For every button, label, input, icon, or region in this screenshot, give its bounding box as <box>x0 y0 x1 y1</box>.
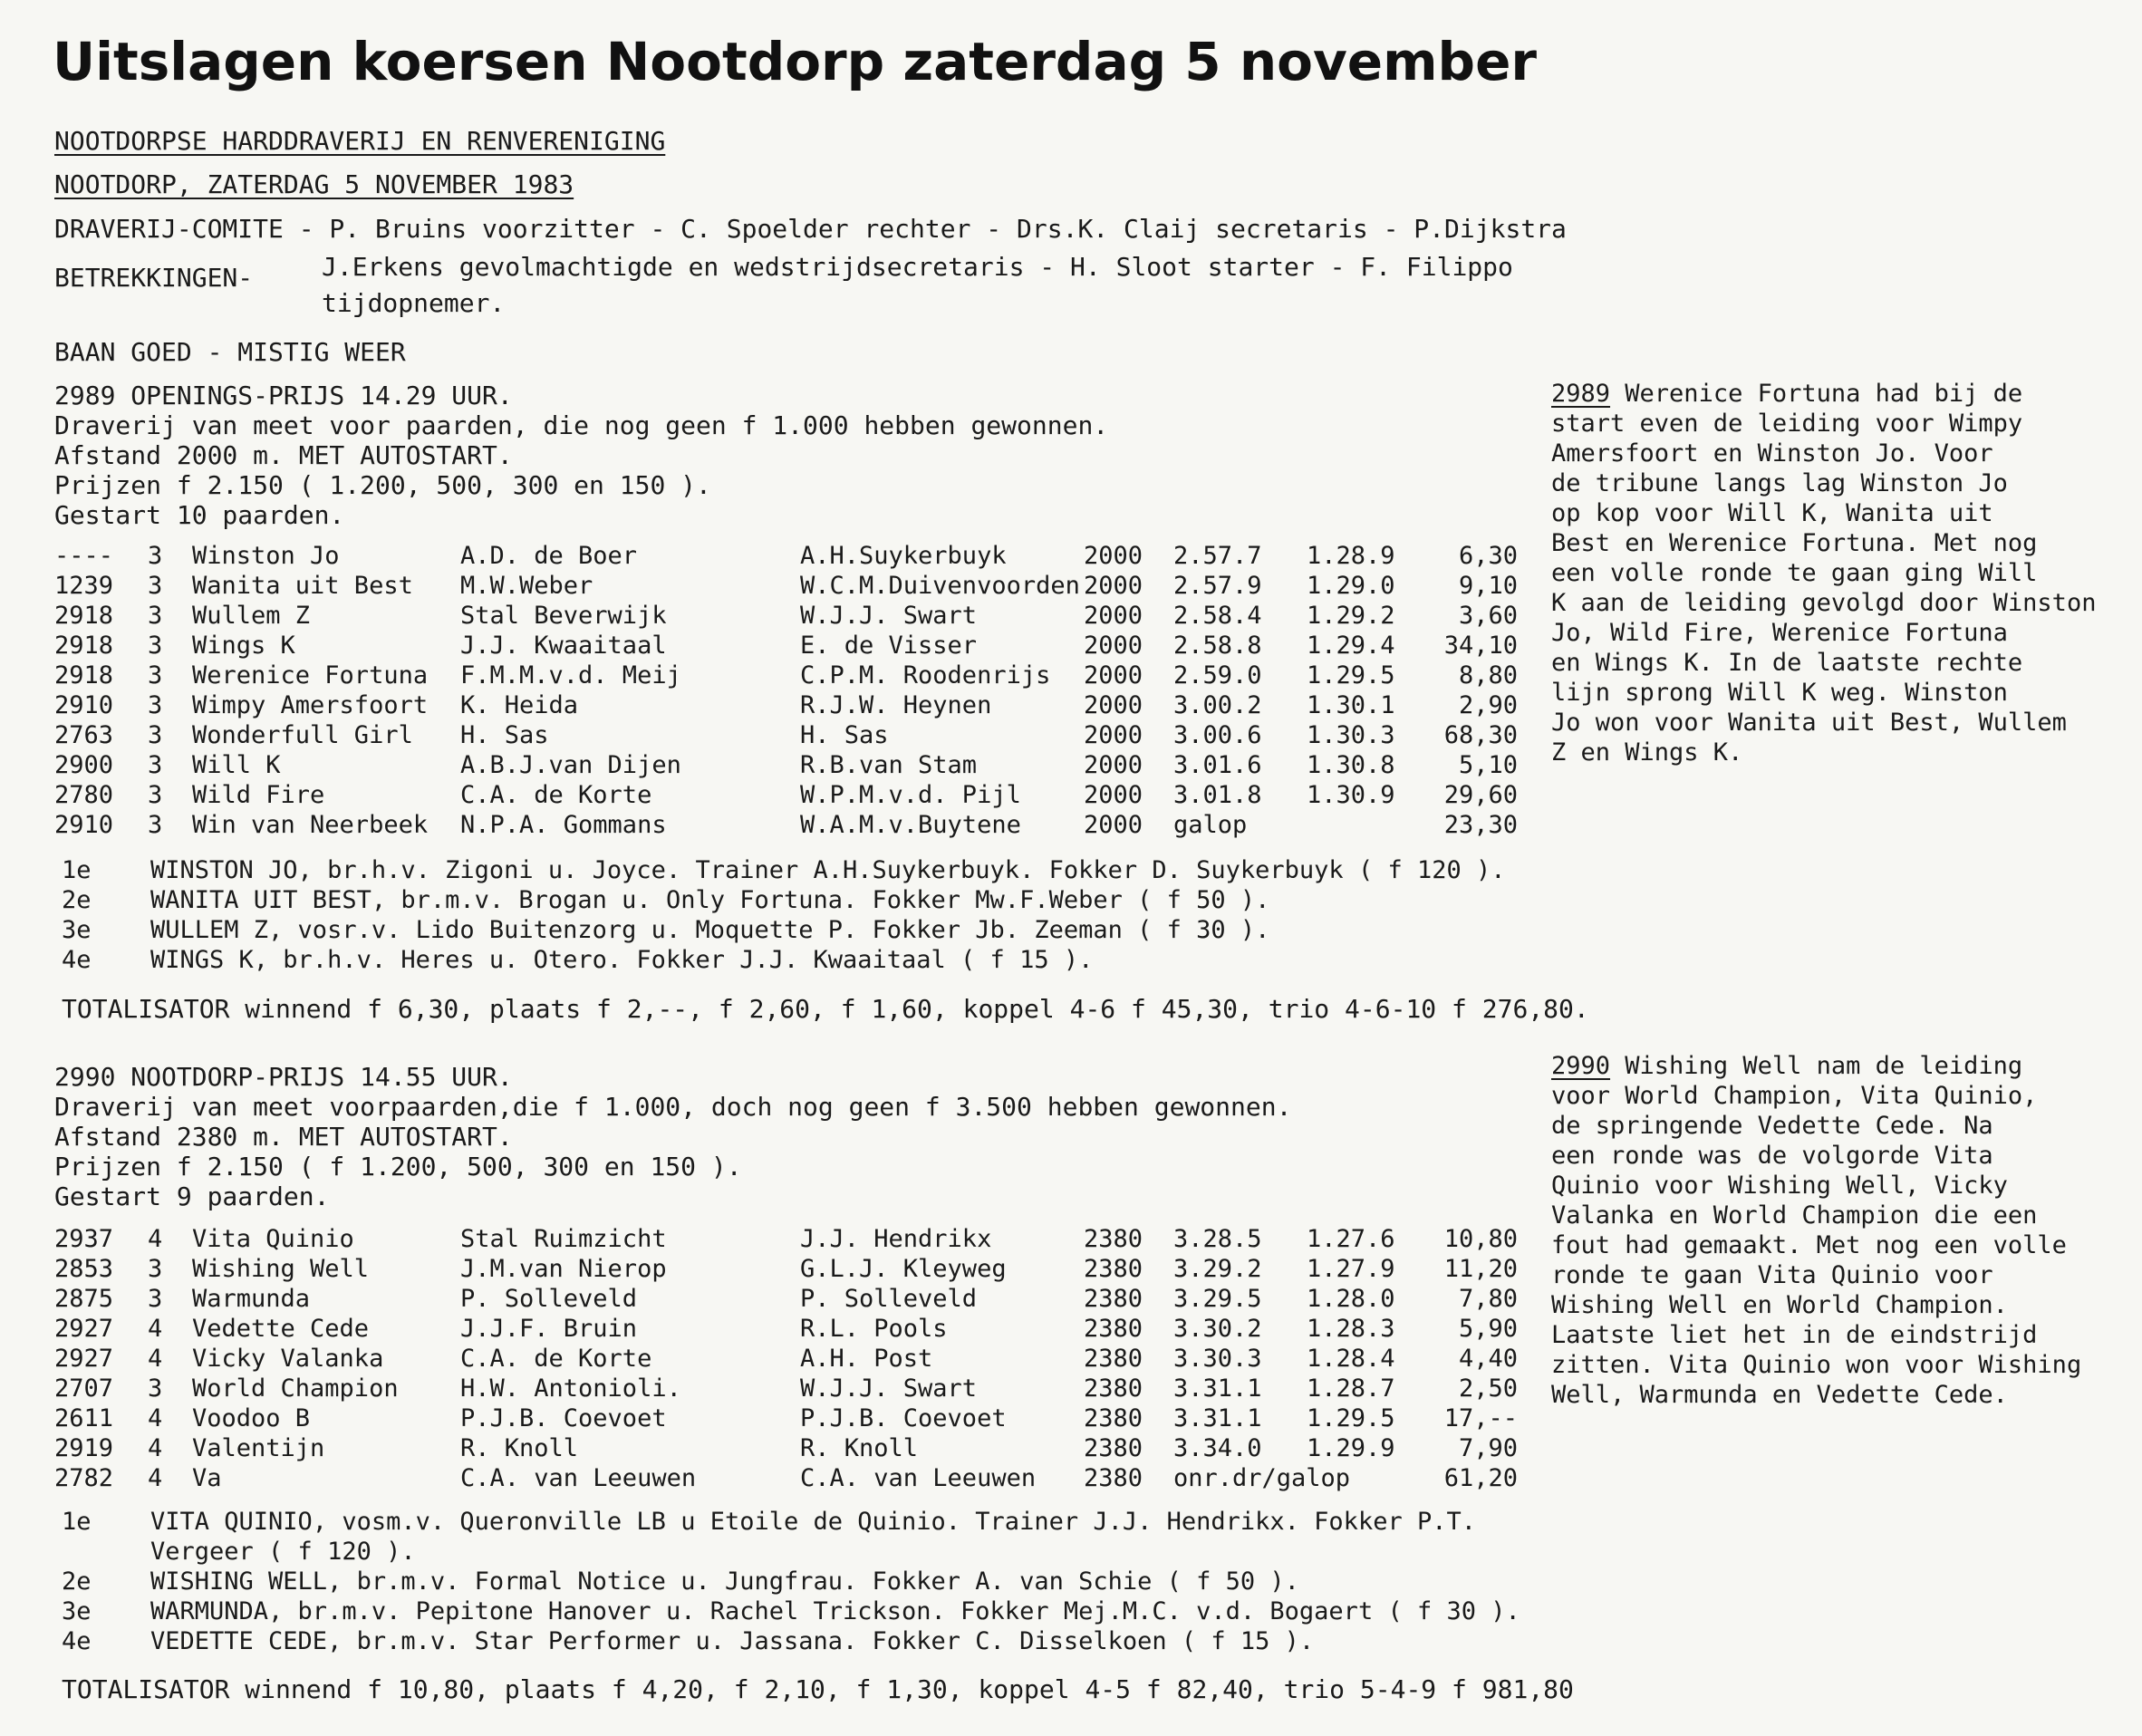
cell-age: 3 <box>148 751 163 779</box>
cell-driver: H. Sas <box>800 721 889 749</box>
cell-age: 3 <box>148 661 163 690</box>
cell-owner: C.A. van Leeuwen <box>460 1464 697 1492</box>
cell-nr: 2937 <box>54 1225 114 1253</box>
cell-horse: Vedette Cede <box>192 1315 370 1343</box>
cell-dist: 2380 <box>1084 1285 1143 1313</box>
cell-owner: R. Knoll <box>460 1434 579 1462</box>
cell-horse: Wanita uit Best <box>192 572 413 600</box>
table-row <box>0 1403 1540 1433</box>
cell-owner: K. Heida <box>460 691 579 719</box>
cell-dist: 2000 <box>1084 751 1143 779</box>
report-line: Amersfoort en Winston Jo. Voor <box>1551 439 1993 468</box>
cell-nr: 2853 <box>54 1255 114 1283</box>
cell-odds: 3,60 <box>1458 602 1518 630</box>
cell-horse: Valentijn <box>192 1434 325 1462</box>
cell-time: 3.34.0 <box>1173 1434 1262 1462</box>
report-line: lijn sprong Will K weg. Winston <box>1551 679 2008 707</box>
cell-km: 1.30.1 <box>1307 691 1395 719</box>
cell-owner: H. Sas <box>460 721 549 749</box>
placing-position: 4e <box>62 1627 92 1655</box>
report-line: de springende Vedette Cede. Na <box>1551 1112 1993 1140</box>
table-row <box>0 1224 1540 1254</box>
cell-km: 1.30.3 <box>1307 721 1395 749</box>
table-row <box>0 750 1540 780</box>
cell-time: 2.57.9 <box>1173 572 1262 600</box>
race-starters: Gestart 9 paarden. <box>54 1181 330 1211</box>
cell-nr: 2918 <box>54 602 114 630</box>
cell-horse: Werenice Fortuna <box>192 661 429 690</box>
cell-dist: 2000 <box>1084 721 1143 749</box>
report-race-number: 2990 <box>1551 1052 1611 1080</box>
cell-odds: 6,30 <box>1458 542 1518 570</box>
cell-time: 3.00.2 <box>1173 691 1262 719</box>
totalisator-line: TOTALISATOR winnend f 10,80, plaats f 4,20, f 2,10, f 1,30, koppel 4-5 f 82,40, trio 5-4-9 f 981,80 <box>62 1674 1574 1704</box>
report-line: Valanka en World Champion die een <box>1551 1201 2038 1230</box>
cell-nr: 2910 <box>54 811 114 839</box>
placing-position: 3e <box>62 916 92 944</box>
cell-driver: R.L. Pools <box>800 1315 948 1343</box>
cell-horse: Voodoo B <box>192 1404 311 1432</box>
cell-age: 3 <box>148 1285 163 1313</box>
cell-dist: 2000 <box>1084 811 1143 839</box>
event-date: NOOTDORP, ZATERDAG 5 NOVEMBER 1983 <box>54 169 574 199</box>
cell-age: 3 <box>148 1255 163 1283</box>
report-line: fout had gemaakt. Met nog een volle <box>1551 1231 2067 1259</box>
cell-odds: 5,10 <box>1458 751 1518 779</box>
race-description: Draverij van meet voorpaarden,die f 1.000, doch nog geen f 3.500 hebben gewonnen. <box>54 1092 1292 1122</box>
cell-odds: 7,80 <box>1458 1285 1518 1313</box>
race-report <box>1551 379 2097 767</box>
cell-driver: W.A.M.v.Buytene <box>800 811 1021 839</box>
cell-owner: C.A. de Korte <box>460 1345 652 1373</box>
cell-odds: 9,10 <box>1458 572 1518 600</box>
table-row <box>0 1254 1540 1284</box>
report-line: een volle ronde te gaan ging Will <box>1551 559 2038 587</box>
cell-horse: Wild Fire <box>192 781 325 809</box>
cell-dist: 2000 <box>1084 572 1143 600</box>
cell-odds: 5,90 <box>1458 1315 1518 1343</box>
table-row <box>0 541 1540 571</box>
cell-age: 4 <box>148 1225 163 1253</box>
report-line: Jo, Wild Fire, Werenice Fortuna <box>1551 619 2008 647</box>
cell-owner: H.W. Antonioli. <box>460 1374 681 1403</box>
cell-odds: 4,40 <box>1458 1345 1518 1373</box>
table-row <box>0 1314 1540 1344</box>
cell-km: 1.29.0 <box>1307 572 1395 600</box>
cell-driver: W.C.M.Duivenvoorden <box>800 572 1080 600</box>
cell-owner: P.J.B. Coevoet <box>460 1404 667 1432</box>
cell-time: 2.59.0 <box>1173 661 1262 690</box>
cell-owner: Stal Ruimzicht <box>460 1225 667 1253</box>
cell-odds: 23,30 <box>1443 811 1518 839</box>
race-heading: 2989 OPENINGS-PRIJS 14.29 UUR. <box>54 381 513 410</box>
cell-age: 3 <box>148 572 163 600</box>
cell-age: 4 <box>148 1464 163 1492</box>
cell-age: 3 <box>148 721 163 749</box>
report-line: zitten. Vita Quinio won voor Wishing <box>1551 1351 2082 1379</box>
cell-age: 4 <box>148 1345 163 1373</box>
cell-time: 3.31.1 <box>1173 1374 1262 1403</box>
cell-dist: 2000 <box>1084 691 1143 719</box>
cell-nr: 1239 <box>54 572 114 600</box>
table-row <box>0 1374 1540 1403</box>
cell-km: 1.28.0 <box>1307 1285 1395 1313</box>
report-line: Best en Werenice Fortuna. Met nog <box>1551 529 2038 557</box>
cell-nr: 2782 <box>54 1464 114 1492</box>
cell-owner: P. Solleveld <box>460 1285 638 1313</box>
cell-dist: 2380 <box>1084 1464 1143 1492</box>
cell-age: 4 <box>148 1404 163 1432</box>
cell-driver: R.J.W. Heynen <box>800 691 992 719</box>
cell-odds: 7,90 <box>1458 1434 1518 1462</box>
cell-driver: R. Knoll <box>800 1434 919 1462</box>
cell-horse: Wimpy Amersfoort <box>192 691 429 719</box>
report-line: ronde te gaan Vita Quinio voor <box>1551 1261 1993 1289</box>
cell-nr: 2919 <box>54 1434 114 1462</box>
cell-horse: Wonderfull Girl <box>192 721 413 749</box>
cell-horse: World Champion <box>192 1374 399 1403</box>
cell-time: 3.00.6 <box>1173 721 1262 749</box>
cell-age: 3 <box>148 1374 163 1403</box>
cell-age: 3 <box>148 632 163 660</box>
committee-line: DRAVERIJ-COMITE - P. Bruins voorzitter - C. Spoelder rechter - Drs.K. Claij secretaris - P.Dijkstra <box>54 214 1567 244</box>
cell-time: 3.28.5 <box>1173 1225 1262 1253</box>
cell-time: 3.30.3 <box>1173 1345 1262 1373</box>
cell-horse: Warmunda <box>192 1285 311 1313</box>
cell-km: 1.27.9 <box>1307 1255 1395 1283</box>
report-line: Z en Wings K. <box>1551 738 1743 767</box>
cell-dist: 2380 <box>1084 1315 1143 1343</box>
table-row <box>0 780 1540 810</box>
relations-line-2: tijdopnemer. <box>322 288 506 318</box>
cell-age: 3 <box>148 602 163 630</box>
cell-nr: 2927 <box>54 1315 114 1343</box>
race-starters: Gestart 10 paarden. <box>54 500 345 530</box>
cell-age: 3 <box>148 691 163 719</box>
cell-odds: 11,20 <box>1443 1255 1518 1283</box>
report-line: voor World Champion, Vita Quinio, <box>1551 1082 2038 1110</box>
cell-nr: 2900 <box>54 751 114 779</box>
cell-km: 1.30.8 <box>1307 751 1395 779</box>
cell-dist: 2000 <box>1084 602 1143 630</box>
cell-horse: Va <box>192 1464 222 1492</box>
cell-time: 3.01.6 <box>1173 751 1262 779</box>
race-distance: Afstand 2380 m. MET AUTOSTART. <box>54 1122 513 1152</box>
cell-time: galop <box>1173 811 1248 839</box>
cell-owner: J.M.van Nierop <box>460 1255 667 1283</box>
cell-horse: Win van Neerbeek <box>192 811 429 839</box>
placing-position: 1e <box>62 1508 92 1536</box>
cell-owner: F.M.M.v.d. Meij <box>460 661 681 690</box>
cell-age: 3 <box>148 781 163 809</box>
cell-km: 1.27.6 <box>1307 1225 1395 1253</box>
cell-dist: 2000 <box>1084 661 1143 690</box>
table-row <box>0 720 1540 750</box>
report-race-number: 2989 <box>1551 380 1611 408</box>
report-line: Quinio voor Wishing Well, Vicky <box>1551 1172 2008 1200</box>
report-line: K aan de leiding gevolgd door Winston <box>1551 589 2097 617</box>
race-prizes: Prijzen f 2.150 ( f 1.200, 500, 300 en 150 ). <box>54 1152 742 1181</box>
page-title: Uitslagen koersen Nootdorp zaterdag 5 november <box>53 31 1538 92</box>
cell-km: 1.29.9 <box>1307 1434 1395 1462</box>
relations-label: BETREKKINGEN- <box>54 263 254 293</box>
cell-owner: Stal Beverwijk <box>460 602 667 630</box>
cell-km: 1.29.5 <box>1307 661 1395 690</box>
report-line: Well, Warmunda en Vedette Cede. <box>1551 1381 2008 1409</box>
cell-horse: Winston Jo <box>192 542 340 570</box>
table-row <box>0 1344 1540 1374</box>
cell-driver: A.H.Suykerbuyk <box>800 542 1007 570</box>
report-line: en Wings K. In de laatste rechte <box>1551 649 2023 677</box>
cell-nr: 2763 <box>54 721 114 749</box>
table-row <box>0 690 1540 720</box>
table-row <box>0 631 1540 661</box>
cell-owner: A.B.J.van Dijen <box>460 751 681 779</box>
totalisator-line: TOTALISATOR winnend f 6,30, plaats f 2,--, f 2,60, f 1,60, koppel 4-6 f 45,30, trio 4-6-10 f 276,80. <box>62 994 1589 1024</box>
cell-driver: P.J.B. Coevoet <box>800 1404 1007 1432</box>
cell-odds: 2,90 <box>1458 691 1518 719</box>
cell-driver: A.H. Post <box>800 1345 933 1373</box>
report-line: Wishing Well en World Champion. <box>1551 1291 2008 1319</box>
cell-time: onr.dr/galop <box>1173 1464 1351 1492</box>
cell-dist: 2000 <box>1084 542 1143 570</box>
cell-driver: C.A. van Leeuwen <box>800 1464 1037 1492</box>
cell-horse: Wings K <box>192 632 295 660</box>
cell-km: 1.29.4 <box>1307 632 1395 660</box>
cell-km: 1.28.9 <box>1307 542 1395 570</box>
cell-dist: 2380 <box>1084 1374 1143 1403</box>
cell-nr: 2918 <box>54 661 114 690</box>
cell-dist: 2380 <box>1084 1225 1143 1253</box>
cell-driver: W.J.J. Swart <box>800 1374 978 1403</box>
placing-details: WISHING WELL, br.m.v. Formal Notice u. Jungfrau. Fokker A. van Schie ( f 50 ). <box>150 1567 1299 1596</box>
cell-time: 3.29.5 <box>1173 1285 1262 1313</box>
cell-dist: 2380 <box>1084 1255 1143 1283</box>
cell-time: 3.29.2 <box>1173 1255 1262 1283</box>
placing-details: WARMUNDA, br.m.v. Pepitone Hanover u. Rachel Trickson. Fokker Mej.M.C. v.d. Bogaert ( f 30 ). <box>150 1597 1520 1625</box>
cell-driver: R.B.van Stam <box>800 751 978 779</box>
cell-age: 3 <box>148 811 163 839</box>
cell-nr: ---- <box>54 542 114 570</box>
placing-details: WULLEM Z, vosr.v. Lido Buitenzorg u. Moquette P. Fokker Jb. Zeeman ( f 30 ). <box>150 916 1270 944</box>
cell-odds: 34,10 <box>1443 632 1518 660</box>
cell-nr: 2918 <box>54 632 114 660</box>
cell-driver: W.J.J. Swart <box>800 602 978 630</box>
placing-details: Vergeer ( f 120 ). <box>150 1538 416 1566</box>
placing-details: WINGS K, br.h.v. Heres u. Otero. Fokker J.J. Kwaaitaal ( f 15 ). <box>150 946 1094 974</box>
report-first-line: Wishing Well nam de leiding <box>1610 1052 2023 1080</box>
track-condition: BAAN GOED - MISTIG WEER <box>54 337 406 367</box>
placing-position: 2e <box>62 886 92 914</box>
cell-owner: A.D. de Boer <box>460 542 638 570</box>
cell-horse: Wullem Z <box>192 602 311 630</box>
cell-odds: 10,80 <box>1443 1225 1518 1253</box>
placing-position: 4e <box>62 946 92 974</box>
cell-nr: 2707 <box>54 1374 114 1403</box>
placing-position: 2e <box>62 1567 92 1596</box>
cell-owner: C.A. de Korte <box>460 781 652 809</box>
cell-dist: 2380 <box>1084 1434 1143 1462</box>
race-description: Draverij van meet voor paarden, die nog geen f 1.000 hebben gewonnen. <box>54 410 1109 440</box>
table-row <box>0 810 1540 840</box>
cell-odds: 68,30 <box>1443 721 1518 749</box>
cell-dist: 2380 <box>1084 1404 1143 1432</box>
table-row <box>0 1433 1540 1463</box>
placing-details: VITA QUINIO, vosm.v. Queronville LB u Etoile de Quinio. Trainer J.J. Hendrikx. Fokker P.T. <box>150 1508 1476 1536</box>
cell-dist: 2000 <box>1084 632 1143 660</box>
placing-details: WINSTON JO, br.h.v. Zigoni u. Joyce. Trainer A.H.Suykerbuyk. Fokker D. Suykerbuyk ( f 120 ). <box>150 856 1506 884</box>
cell-owner: M.W.Weber <box>460 572 593 600</box>
cell-time: 3.30.2 <box>1173 1315 1262 1343</box>
cell-km: 1.29.2 <box>1307 602 1395 630</box>
table-row <box>0 1463 1540 1493</box>
race-heading: 2990 NOOTDORP-PRIJS 14.55 UUR. <box>54 1062 513 1092</box>
placing-position: 1e <box>62 856 92 884</box>
cell-odds: 29,60 <box>1443 781 1518 809</box>
cell-horse: Wishing Well <box>192 1255 370 1283</box>
cell-driver: G.L.J. Kleyweg <box>800 1255 1007 1283</box>
cell-km: 1.28.3 <box>1307 1315 1395 1343</box>
cell-odds: 8,80 <box>1458 661 1518 690</box>
cell-time: 3.31.1 <box>1173 1404 1262 1432</box>
cell-nr: 2611 <box>54 1404 114 1432</box>
placing-details: VEDETTE CEDE, br.m.v. Star Performer u. Jassana. Fokker C. Disselkoen ( f 15 ). <box>150 1627 1315 1655</box>
cell-km: 1.28.4 <box>1307 1345 1395 1373</box>
cell-nr: 2927 <box>54 1345 114 1373</box>
table-row <box>0 571 1540 601</box>
cell-driver: C.P.M. Roodenrijs <box>800 661 1051 690</box>
cell-age: 3 <box>148 542 163 570</box>
cell-time: 3.01.8 <box>1173 781 1262 809</box>
cell-age: 4 <box>148 1315 163 1343</box>
report-line: Laatste liet het in de eindstrijd <box>1551 1321 2038 1349</box>
cell-nr: 2910 <box>54 691 114 719</box>
placing-details: WANITA UIT BEST, br.m.v. Brogan u. Only Fortuna. Fokker Mw.F.Weber ( f 50 ). <box>150 886 1270 914</box>
table-row <box>0 1284 1540 1314</box>
relations-line-1: J.Erkens gevolmachtigde en wedstrijdsecretaris - H. Sloot starter - F. Filippo <box>322 252 1513 282</box>
cell-horse: Vita Quinio <box>192 1225 354 1253</box>
race-report <box>1551 1051 2082 1410</box>
placing-position: 3e <box>62 1597 92 1625</box>
report-line: een ronde was de volgorde Vita <box>1551 1142 1993 1170</box>
report-line: start even de leiding voor Wimpy <box>1551 410 2023 438</box>
cell-owner: J.J.F. Bruin <box>460 1315 638 1343</box>
cell-time: 2.58.4 <box>1173 602 1262 630</box>
cell-odds: 17,-- <box>1443 1404 1518 1432</box>
table-row <box>0 601 1540 631</box>
cell-nr: 2780 <box>54 781 114 809</box>
cell-km: 1.29.5 <box>1307 1404 1395 1432</box>
cell-driver: J.J. Hendrikx <box>800 1225 992 1253</box>
report-line: de tribune langs lag Winston Jo <box>1551 469 2008 497</box>
cell-driver: P. Solleveld <box>800 1285 978 1313</box>
cell-time: 2.57.7 <box>1173 542 1262 570</box>
cell-driver: E. de Visser <box>800 632 978 660</box>
report-first-line: Werenice Fortuna had bij de <box>1610 380 2023 408</box>
organisation-name: NOOTDORPSE HARDDRAVERIJ EN RENVERENIGING <box>54 126 666 156</box>
cell-time: 2.58.8 <box>1173 632 1262 660</box>
cell-dist: 2380 <box>1084 1345 1143 1373</box>
cell-km: 1.30.9 <box>1307 781 1395 809</box>
table-row <box>0 661 1540 690</box>
report-line: Jo won voor Wanita uit Best, Wullem <box>1551 709 2067 737</box>
cell-km: 1.28.7 <box>1307 1374 1395 1403</box>
cell-odds: 2,50 <box>1458 1374 1518 1403</box>
report-line: op kop voor Will K, Wanita uit <box>1551 499 1993 527</box>
cell-nr: 2875 <box>54 1285 114 1313</box>
cell-owner: J.J. Kwaaitaal <box>460 632 667 660</box>
cell-horse: Vicky Valanka <box>192 1345 384 1373</box>
cell-odds: 61,20 <box>1443 1464 1518 1492</box>
cell-dist: 2000 <box>1084 781 1143 809</box>
cell-horse: Will K <box>192 751 281 779</box>
cell-driver: W.P.M.v.d. Pijl <box>800 781 1021 809</box>
cell-owner: N.P.A. Gommans <box>460 811 667 839</box>
race-distance: Afstand 2000 m. MET AUTOSTART. <box>54 440 513 470</box>
race-prizes: Prijzen f 2.150 ( 1.200, 500, 300 en 150 ). <box>54 470 711 500</box>
cell-age: 4 <box>148 1434 163 1462</box>
